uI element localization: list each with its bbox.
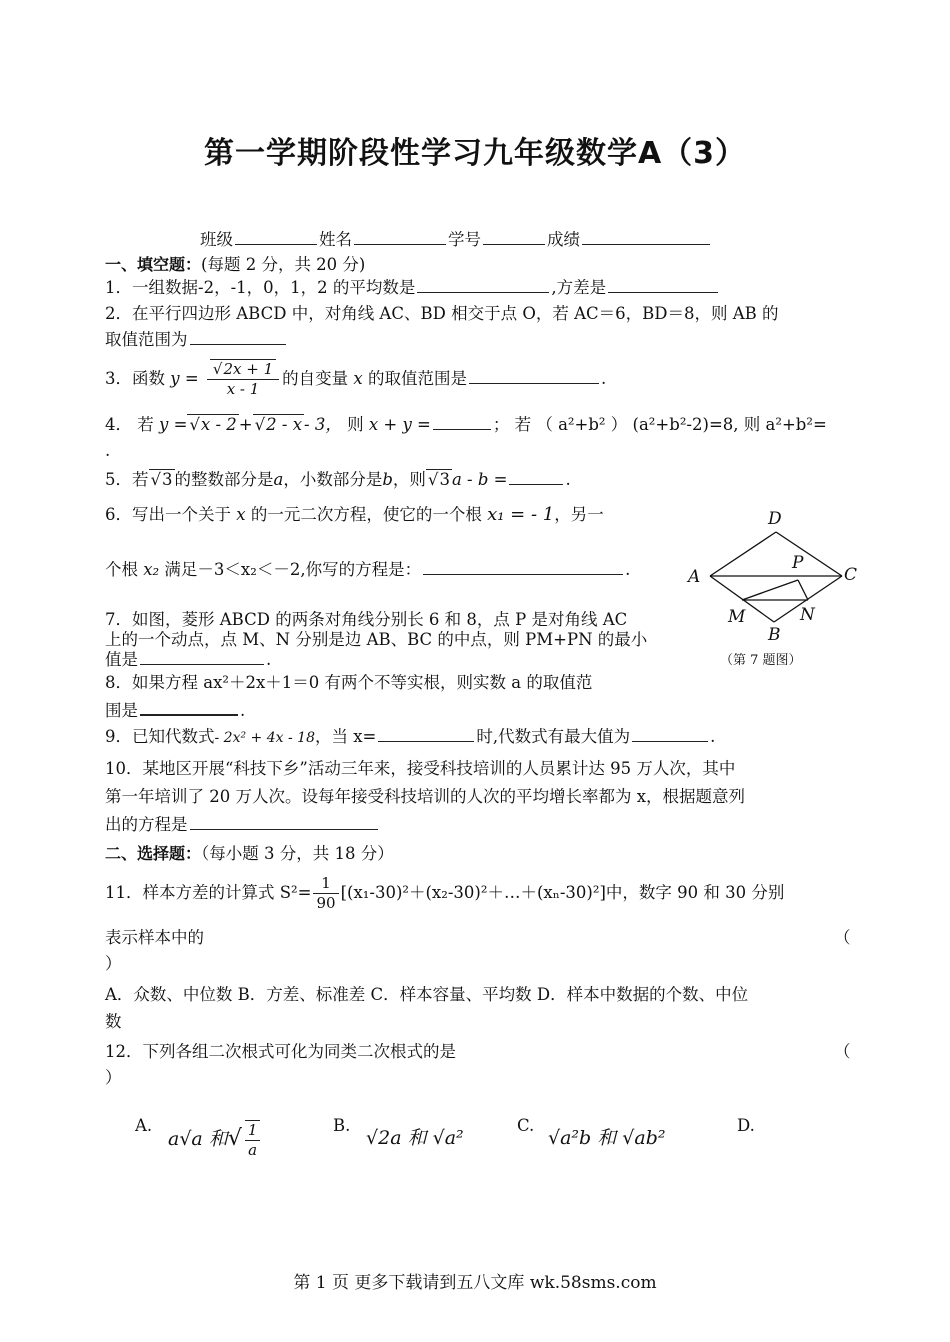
q9-pre: 9．已知代数式 (105, 727, 215, 746)
q12-paren-open: （ (834, 1042, 851, 1061)
q4-blank (433, 413, 491, 430)
q5-end: . (565, 470, 571, 489)
q11-options2: 数 (105, 1012, 122, 1031)
label-P: P (792, 553, 804, 573)
question-10-line3 (105, 813, 380, 837)
score-label: 成绩 (547, 230, 580, 249)
q6-x: x (236, 505, 246, 524)
q11-line2: 表示样本中的 (105, 928, 204, 947)
question-11 (105, 874, 784, 913)
q8-blank (140, 698, 238, 716)
question-7-line1: 7．如图，菱形 ABCD 的两条对角线分别长 6 和 8，点 P 是对角线 AC (105, 610, 628, 629)
q12-paren-close: ） (105, 1068, 122, 1087)
question-8-line2: 围是 . (105, 698, 245, 723)
q5-blank (509, 468, 563, 485)
q5-mid3: ，则 (392, 470, 426, 489)
q6-line1: 6．写出一个关于 (105, 505, 231, 524)
q6-root2: x₂ (143, 560, 160, 579)
q7-line3: 值是 (105, 650, 138, 669)
q3-denominator: x - 1 (226, 380, 260, 398)
q1-blank-mean (417, 276, 549, 293)
name-blank (354, 228, 446, 245)
section2-header (105, 842, 394, 866)
section2-note: （每小题 3 分，共 18 分） (201, 844, 394, 863)
q12-option-a-label: A. (135, 1116, 153, 1135)
question-7-line2: 上的一个动点，点 M、N 分别是边 AB、BC 的中点，则 PM+PN 的最小 (105, 630, 648, 649)
q12-option-c-label: C. (517, 1116, 535, 1135)
label-A: A (688, 567, 701, 587)
q2-blank (190, 328, 286, 345)
question-1 (105, 276, 720, 300)
question-5 (105, 468, 571, 492)
question-6-line1 (105, 503, 604, 527)
question-9: 9．已知代数式- 2x² + 4x - 18，当 x= 时,代数式有最大值为 . (105, 727, 716, 746)
q9-mid: ，当 x= (314, 727, 377, 746)
q12-text: 12．下列各组二次根式可化为同类二次根式的是 (105, 1042, 456, 1061)
figure-caption: （第 7 题图） (720, 653, 802, 668)
q4-dot: . (105, 441, 111, 460)
question-2-line1: 2．在平行四边形 ABCD 中，对角线 AC、BD 相交于点 O，若 AC＝6，BD＝8，则 AB 的 (105, 304, 779, 323)
q11-options: A．众数、中位数 B．方差、标准差 C．样本容量、平均数 D．样本中数据的个数、中位 (105, 985, 749, 1004)
label-B: B (768, 625, 781, 645)
question-10-line1: 10．某地区开展“科技下乡”活动三年来，接受科技培训的人员累计达 95 万人次，其中 (105, 759, 736, 778)
name-label: 姓名 (319, 230, 352, 249)
q3-y: y = (170, 369, 199, 388)
section1-header (105, 253, 365, 277)
q5-sqrt3: √ 3 (149, 469, 175, 489)
question-6-line2 (105, 558, 630, 582)
q6-line1b: 的一元二次方程，使它的一个根 (250, 505, 482, 524)
q11-paren-close: ） (105, 954, 122, 973)
question-4 (105, 413, 827, 437)
q10-line3: 出的方程是 (105, 815, 188, 834)
q4-expr-c: + (238, 415, 253, 434)
q3-fraction (207, 360, 279, 399)
q11-pre: 11．样本方差的计算式 S²= (105, 883, 312, 902)
q12-option-b: √2a 和 √a² (366, 1127, 464, 1149)
q1-text: 1．一组数据-2，-1，0，1，2 的平均数是 (105, 278, 416, 297)
number-label: 学号 (448, 230, 481, 249)
q11-post: [(x₁-30)²＋(x₂-30)²＋…＋(xₙ-30)²]中，数字 90 和 30 分别 (340, 883, 785, 902)
q5-expr2: a - b = (451, 470, 508, 489)
q12-a-den: a (248, 1141, 258, 1159)
student-info (200, 228, 712, 252)
q12-option-c: √a²b 和 √ab² (548, 1127, 666, 1149)
number-blank (483, 228, 545, 245)
page-title: 第一学期阶段性学习九年级数学A（3） (203, 136, 747, 171)
q3-post2: 的取值范围是 (367, 369, 467, 388)
q12-a-frac (245, 1120, 261, 1160)
q6-line2a: 个根 (105, 560, 138, 579)
q4-expr-e: - 3， (304, 415, 342, 434)
q2-line2: 取值范围为 (105, 330, 188, 349)
question-10-line2: 第一年培训了 20 万人次。设每年接受科技培训的人次的平均增长率都为 x，根据题意列 (105, 787, 746, 806)
question-3: 3．函数 y = √ $\frac{2x + 1}{x - 1}$ 的自变量 x 的取值范围是 . (105, 360, 606, 399)
q1-blank-variance (608, 276, 718, 293)
section2-heading: 二、选择题： (105, 844, 202, 863)
q6-end: . (625, 560, 631, 579)
class-label: 班级 (200, 230, 233, 249)
q4-mid1: 则 (347, 415, 364, 434)
q5-mid2: ，小数部分是 (283, 470, 383, 489)
label-N: N (800, 605, 815, 625)
score-blank (582, 228, 710, 245)
q8-line2: 围是 (105, 701, 138, 720)
q4-expr-b: √ x - 2 (187, 414, 238, 434)
q6-line2b: 满足－3＜x₂＜－2,你写的方程是： (164, 560, 422, 579)
q7-blank (140, 648, 264, 665)
q3-pre: 3．函数 (105, 369, 165, 388)
q5-b: b (382, 470, 393, 489)
label-C: C (844, 565, 858, 585)
q4-xy: x + y = (368, 415, 431, 434)
q12-option-d-label: D. (737, 1116, 755, 1135)
question-2-line2 (105, 328, 288, 352)
q5-pre: 5．若 (105, 470, 149, 489)
q11-paren-open: （ (834, 928, 851, 947)
q5-mid: 的整数部分是 (174, 470, 274, 489)
q11-den: 90 (316, 894, 336, 912)
q4-pre: 4． 若 (105, 415, 154, 434)
q11-fraction (313, 874, 338, 913)
q3-post: 的自变量 (282, 369, 349, 388)
question-8-line1: 8．如果方程 ax²＋2x＋1＝0 有两个不等实根，则实数 a 的取值范 (105, 673, 593, 692)
class-blank (235, 228, 317, 245)
section1-heading: 一、填空题： (105, 255, 202, 274)
q6-root: x₁ = - 1 (487, 504, 555, 525)
q5-expr-sqrt: √ 3 (426, 469, 452, 489)
q10-blank (190, 813, 378, 830)
q12-option-a: a√a 和√ $\frac{1}{a}$ (168, 1120, 263, 1160)
rhombus-figure (680, 500, 870, 680)
q3-blank (469, 367, 599, 384)
q4-expr-d: √ 2 - x (253, 414, 304, 434)
q9-mid2: 时,代数式有最大值为 (476, 727, 631, 746)
q6-line1c: ，另一 (554, 505, 604, 524)
label-M: M (728, 607, 746, 627)
q5-a: a (273, 470, 284, 489)
label-D: D (768, 509, 782, 529)
question-7-line3: 值是 . (105, 650, 272, 669)
q6-blank (423, 558, 623, 575)
q12-option-b-label: B. (333, 1116, 351, 1135)
q9-blank-x (378, 725, 474, 742)
page-footer: 第 1 页 更多下载请到五八文库 wk.58sms.com (293, 1273, 657, 1293)
q12-a-expr: a√a 和 (168, 1128, 228, 1150)
q3-x: x (353, 369, 363, 388)
q9-expr: - 2x² + 4x - 18 (214, 730, 315, 746)
q4-expr-a: y = (159, 415, 188, 434)
q4-mid2: ； 若 （ a²+b² ） (a²+b²-2)=8, 则 a²+b²= (492, 415, 827, 434)
q1-mid: ,方差是 (551, 278, 607, 297)
q11-num: 1 (313, 874, 338, 894)
q3-numerator: √ 2x + 1 (210, 359, 276, 378)
q9-blank-max (632, 725, 708, 742)
q12-a-num: 1 (245, 1121, 261, 1141)
section1-note: (每题 2 分，共 20 分) (201, 255, 366, 274)
